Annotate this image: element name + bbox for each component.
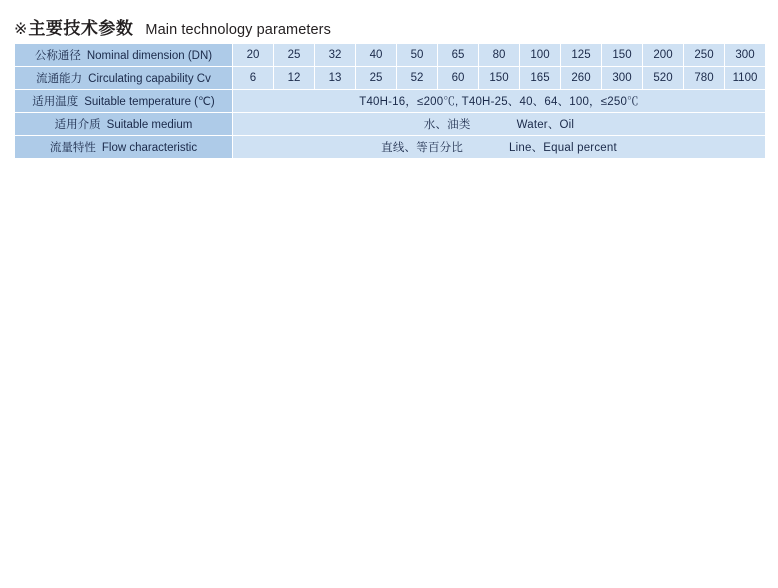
- row-label-suitable-temperature: [15, 90, 233, 113]
- cell-dn-50: 50: [397, 44, 438, 67]
- table-row: [15, 67, 766, 90]
- cell-cv-10: 300: [602, 67, 643, 90]
- cell-flow-characteristic-value: [233, 136, 766, 159]
- cell-dn-65: 65: [438, 44, 479, 67]
- row-label-cn: 适用温度: [32, 94, 79, 108]
- cell-cv-6: 60: [438, 67, 479, 90]
- row-label-flow-characteristic: [15, 136, 233, 159]
- cell-cv-11: 520: [643, 67, 684, 90]
- cell-dn-32: 32: [315, 44, 356, 67]
- row-label-cn: 适用介质: [54, 117, 101, 131]
- cell-dn-40: 40: [356, 44, 397, 67]
- row-label-en: Suitable temperature (℃): [84, 96, 215, 108]
- cell-cv-5: 52: [397, 67, 438, 90]
- cell-flow-characteristic-cn: 直线、等百分比: [381, 140, 464, 154]
- cell-cv-12: 780: [684, 67, 725, 90]
- cell-dn-200: 200: [643, 44, 684, 67]
- row-label-en: Nominal dimension (DN): [86, 50, 213, 62]
- cell-cv-9: 260: [561, 67, 602, 90]
- cell-suitable-medium-cn: 水、油类: [423, 117, 471, 131]
- cell-cv-1: 6: [233, 67, 274, 90]
- row-label-suitable-medium: [15, 113, 233, 136]
- cell-suitable-medium-value: [233, 113, 766, 136]
- cell-dn-100: 100: [520, 44, 561, 67]
- technical-parameters-table: [14, 43, 766, 159]
- table-row: [15, 113, 766, 136]
- table-row: [15, 44, 766, 67]
- heading-mark-icon: ※: [14, 19, 28, 38]
- row-label-cn: 流通能力: [36, 71, 83, 85]
- heading-title-cn: 主要技术参数: [28, 19, 134, 39]
- row-label-nominal-dimension: [15, 44, 233, 67]
- cell-dn-125: 125: [561, 44, 602, 67]
- cell-cv-7: 150: [479, 67, 520, 90]
- cell-suitable-medium-en: Water、Oil: [516, 119, 575, 131]
- cell-dn-250: 250: [684, 44, 725, 67]
- table-row: [15, 90, 766, 113]
- cell-suitable-temperature-value: T40H-16，≤200℃, T40H-25、40、64、100，≤250℃: [233, 90, 766, 113]
- section-heading: [14, 14, 331, 39]
- cell-flow-characteristic-en: Line、Equal percent: [509, 142, 617, 154]
- cell-cv-2: 12: [274, 67, 315, 90]
- cell-cv-8: 165: [520, 67, 561, 90]
- row-label-en: Suitable medium: [106, 119, 193, 131]
- row-label-cn: 公称通径: [34, 48, 81, 62]
- heading-title-en: Main technology parameters: [145, 22, 331, 38]
- row-label-en: Flow characteristic: [101, 142, 198, 154]
- cell-dn-300: 300: [725, 44, 766, 67]
- cell-dn-25: 25: [274, 44, 315, 67]
- cell-cv-4: 25: [356, 67, 397, 90]
- table-row: [15, 136, 766, 159]
- row-label-en: Circulating capability Cv: [88, 73, 211, 85]
- cell-cv-13: 1100: [725, 67, 766, 90]
- cell-cv-3: 13: [315, 67, 356, 90]
- row-label-cn: 流量特性: [49, 140, 96, 154]
- cell-dn-150: 150: [602, 44, 643, 67]
- cell-dn-80: 80: [479, 44, 520, 67]
- cell-dn-20: 20: [233, 44, 274, 67]
- row-label-circulating-capability: [15, 67, 233, 90]
